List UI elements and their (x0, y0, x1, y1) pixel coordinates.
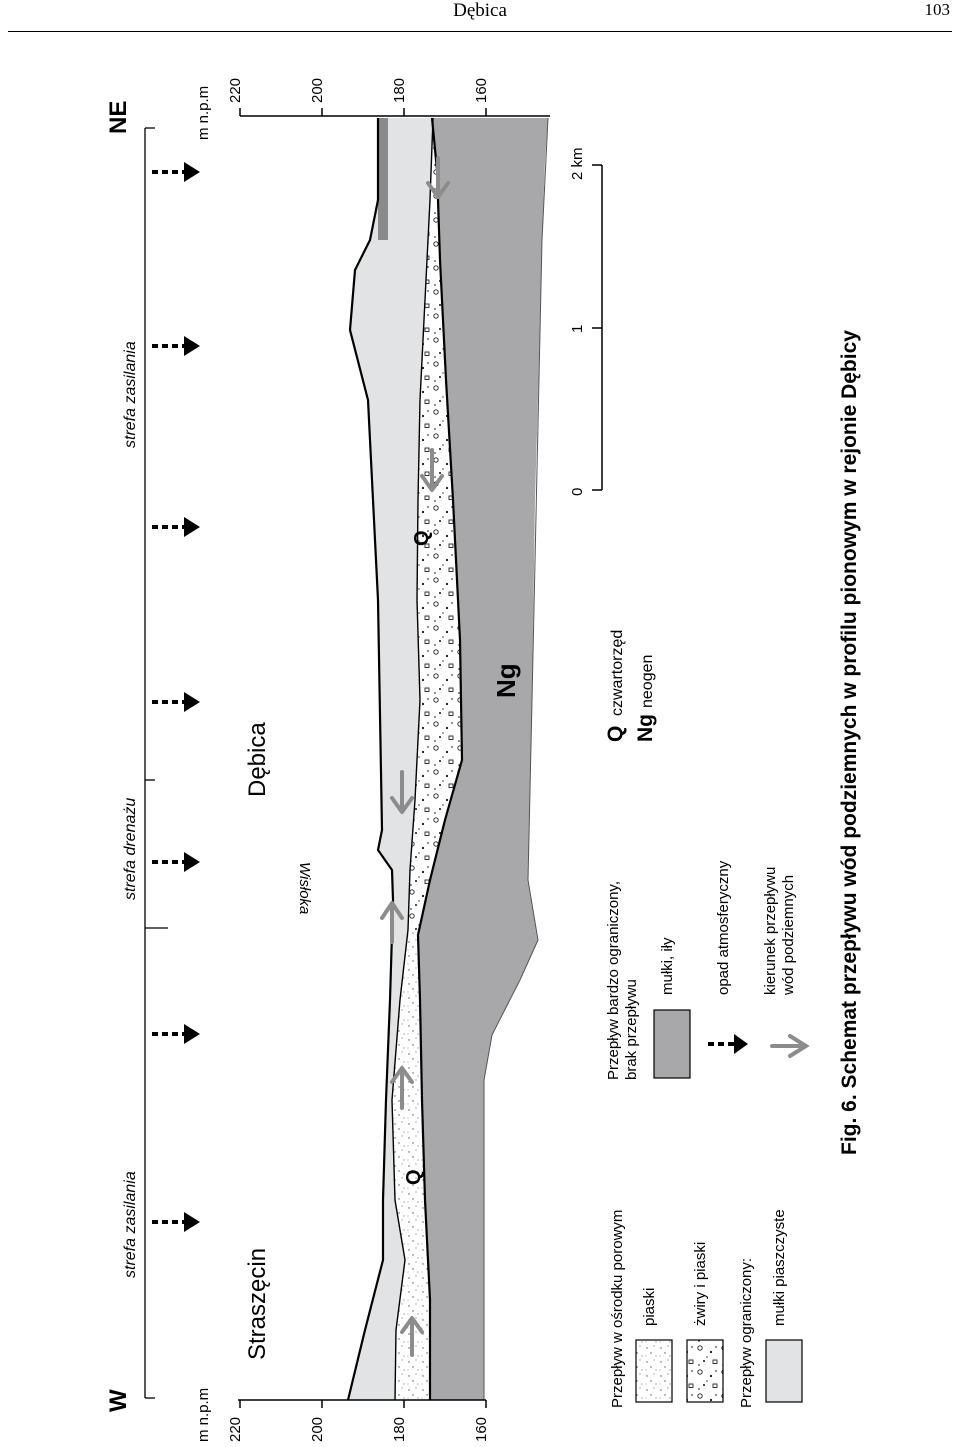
river-wisloka: Wisłoka (296, 862, 313, 915)
legend-limited-heading: Przepływ ograniczony: (738, 1257, 755, 1408)
town-straszecin: Straszęcin (244, 1247, 271, 1360)
legend-label-kierunek-2: wód podziemnych (780, 874, 797, 995)
precip-arrow-icon (152, 336, 200, 356)
precip-arrow-icon (152, 1212, 200, 1232)
scale-tick-2km: 2 km (569, 147, 586, 180)
zone-brackets (145, 128, 168, 1398)
town-debica: Dębica (244, 722, 271, 797)
axis-w-unit: m n.p.m (195, 1387, 212, 1442)
figure-caption: Fig. 6. Schemat przepływu wód podziemnych w profilu pionowym w rejonie Dębicy (838, 330, 861, 1155)
precip-arrow-icon (152, 517, 200, 537)
axis-ne-tick-200: 200 (309, 77, 326, 103)
axis-ne-ticks (240, 108, 486, 116)
unit-label-q-east: Q (411, 530, 433, 546)
legend-precip-arrow-icon (708, 1034, 748, 1054)
precip-arrow-icon (152, 162, 200, 182)
legend-swatch-mulki-piaszczyste (766, 1340, 802, 1402)
precip-arrow-icon (152, 1024, 200, 1044)
legend-label-mulki-ily: mułki, iły (659, 937, 676, 995)
axis-w-tick-180: 180 (391, 1416, 408, 1442)
zone-label-w: strefa zasilania (122, 1171, 139, 1278)
page-number: 103 (924, 0, 950, 19)
legend-q-text: czwartorzęd (609, 629, 626, 716)
legend-ng-text: neogen (639, 654, 656, 708)
scale-tick-1: 1 (569, 324, 586, 333)
axis-ne-tick-220: 220 (227, 77, 244, 103)
legend-very-limited-line1: Przepływ bardzo ograniczony, (605, 881, 622, 1080)
end-label-ne: NE (105, 100, 132, 134)
legend-flow-arrow-icon (772, 1036, 806, 1056)
precipitation-arrows (152, 162, 200, 1232)
axis-ne-tick-160: 160 (473, 77, 490, 103)
axis-w-tick-160: 160 (473, 1416, 490, 1442)
legend-q-symbol: Q (604, 725, 627, 742)
legend (604, 630, 806, 1408)
zone-label-drainage: strefa drenażu (122, 797, 139, 900)
legend-very-limited-line2: brak przepływu (623, 979, 640, 1080)
legend-label-piaski: piaski (641, 1287, 658, 1326)
legend-label-zwiry: żwiry i piaski (692, 1241, 709, 1326)
top-strip-layer (378, 118, 388, 240)
legend-label-kierunek-1: kierunek przepływu (762, 866, 779, 995)
legend-label-mulki-piaszczyste: mułki piaszczyste (771, 1209, 788, 1326)
axis-ne-unit: m n.p.m (195, 85, 212, 140)
scale-tick-0: 0 (569, 487, 586, 496)
unit-label-q-west: Q (403, 1169, 425, 1185)
legend-swatch-zwiry (687, 1340, 723, 1402)
legend-porous-heading: Przepływ w ośrodku porowym (609, 1209, 626, 1408)
axis-w-ticks (240, 1400, 486, 1408)
legend-swatch-piaski (636, 1340, 672, 1402)
legend-ng-symbol: Ng (634, 714, 657, 742)
end-label-w: W (105, 1389, 132, 1412)
axis-ne-tick-180: 180 (391, 77, 408, 103)
legend-label-opad: opad atmosferyczny (715, 860, 732, 995)
scale-bar (592, 165, 602, 490)
unit-label-ng: Ng (491, 663, 521, 698)
axis-w-tick-220: 220 (227, 1416, 244, 1442)
precip-arrow-icon (152, 692, 200, 712)
zone-label-ne: strefa zasilania (122, 341, 139, 448)
precip-arrow-icon (152, 852, 200, 872)
axis-w-tick-200: 200 (309, 1416, 326, 1442)
legend-swatch-mulki-ily (654, 1010, 690, 1078)
running-header-title: Dębica (453, 0, 507, 21)
